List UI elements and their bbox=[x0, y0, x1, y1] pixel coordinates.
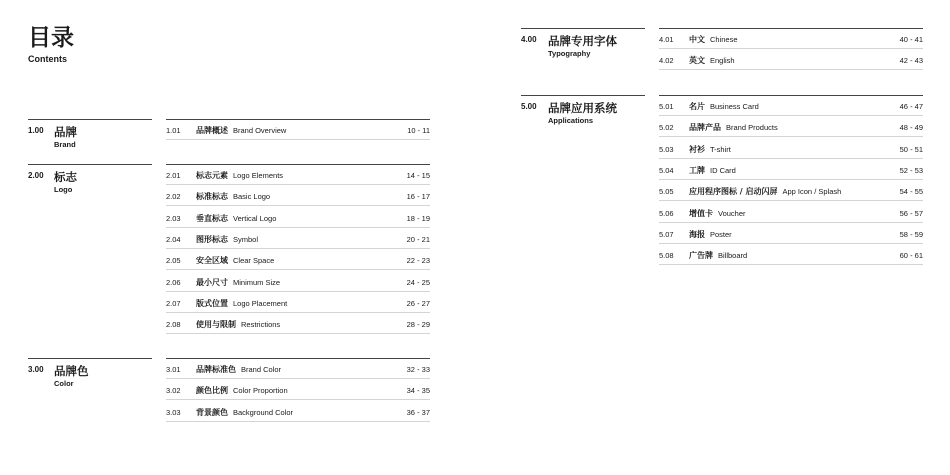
item-page-range: 10 - 11 bbox=[407, 126, 430, 135]
item-number: 2.06 bbox=[166, 277, 181, 287]
item-title-cn: 海报 bbox=[689, 229, 705, 239]
section-number: 1.00 bbox=[28, 126, 44, 135]
toc-item[interactable] bbox=[659, 244, 923, 265]
section-title-cn: 品牌 bbox=[54, 125, 77, 139]
item-number: 2.05 bbox=[166, 256, 181, 266]
section-heading bbox=[521, 28, 645, 72]
item-title-cn: 图形标志 bbox=[196, 234, 228, 244]
toc-item[interactable] bbox=[166, 292, 430, 313]
item-title-cn: 增值卡 bbox=[689, 208, 713, 218]
item-title-en: English bbox=[710, 56, 735, 66]
item-title-cn: 英文 bbox=[689, 56, 705, 66]
item-page-range: 34 - 35 bbox=[406, 386, 430, 396]
item-label bbox=[689, 55, 735, 66]
item-title-cn: 品牌概述 bbox=[196, 126, 228, 135]
item-title-cn: 品牌标准色 bbox=[196, 365, 236, 374]
item-title-en: Logo Elements bbox=[233, 171, 284, 180]
item-number: 2.07 bbox=[166, 298, 181, 308]
item-label bbox=[196, 364, 281, 375]
section-divider bbox=[28, 119, 152, 120]
toc-item[interactable] bbox=[166, 401, 430, 422]
item-label bbox=[196, 255, 274, 266]
toc-item[interactable] bbox=[659, 49, 923, 70]
toc-item[interactable] bbox=[166, 185, 430, 206]
item-title-en: Business Card bbox=[710, 102, 759, 111]
item-title-en: Voucher bbox=[718, 208, 746, 218]
item-title-en: Chinese bbox=[710, 35, 738, 44]
section-divider bbox=[521, 28, 645, 29]
item-separator bbox=[166, 421, 430, 422]
item-label bbox=[196, 277, 280, 288]
item-number: 4.01 bbox=[659, 35, 674, 44]
item-title-cn: 颜色比例 bbox=[196, 386, 228, 396]
item-title-en: Brand Color bbox=[241, 365, 282, 374]
toc-item[interactable] bbox=[659, 116, 923, 137]
item-title-cn: 标志元素 bbox=[196, 171, 228, 180]
item-page-range: 16 - 17 bbox=[406, 192, 430, 202]
section-number: 2.00 bbox=[28, 171, 44, 180]
toc-item[interactable] bbox=[659, 223, 923, 244]
item-label bbox=[196, 213, 276, 224]
item-page-range: 60 - 61 bbox=[899, 251, 923, 261]
item-label bbox=[196, 385, 288, 396]
section-title-en: Logo bbox=[54, 185, 73, 194]
item-number: 2.04 bbox=[166, 234, 181, 244]
section-title-en: Applications bbox=[548, 116, 594, 125]
item-title-cn: 名片 bbox=[689, 102, 705, 111]
toc-item[interactable] bbox=[166, 119, 430, 140]
item-title-en: App Icon / Splash bbox=[782, 187, 842, 197]
item-title-en: Vertical Logo bbox=[233, 213, 277, 223]
section-title-cn: 品牌专用字体 bbox=[548, 34, 617, 48]
toc-item[interactable] bbox=[166, 228, 430, 249]
item-number: 5.05 bbox=[659, 187, 674, 197]
section-heading bbox=[28, 119, 152, 163]
item-page-range: 58 - 59 bbox=[899, 229, 923, 239]
item-page-range: 42 - 43 bbox=[899, 56, 923, 66]
item-number: 5.01 bbox=[659, 102, 674, 111]
item-page-range: 28 - 29 bbox=[406, 320, 430, 330]
toc-item[interactable] bbox=[166, 207, 430, 228]
item-title-cn: 广告牌 bbox=[689, 251, 713, 261]
section-heading bbox=[28, 358, 152, 402]
item-page-range: 40 - 41 bbox=[899, 35, 923, 44]
toc-item[interactable] bbox=[166, 379, 430, 400]
contents-title-cn: 目录 bbox=[28, 25, 74, 51]
item-number: 2.02 bbox=[166, 192, 181, 202]
toc-item[interactable] bbox=[166, 358, 430, 379]
item-page-range: 32 - 33 bbox=[406, 365, 430, 374]
item-title-en: Color Proportion bbox=[233, 386, 288, 396]
item-page-range: 50 - 51 bbox=[899, 144, 923, 154]
item-label bbox=[689, 186, 841, 197]
section-title-cn: 品牌色 bbox=[54, 364, 89, 378]
item-label bbox=[196, 319, 280, 330]
item-label bbox=[196, 170, 283, 181]
item-number: 5.02 bbox=[659, 123, 674, 133]
item-title-en: Billboard bbox=[718, 251, 748, 261]
toc-item[interactable] bbox=[166, 164, 430, 185]
section-heading bbox=[28, 164, 152, 208]
toc-item[interactable] bbox=[166, 271, 430, 292]
item-label bbox=[196, 234, 258, 245]
item-number: 3.01 bbox=[166, 365, 181, 374]
toc-item[interactable] bbox=[659, 95, 923, 116]
item-number: 5.07 bbox=[659, 229, 674, 239]
item-title-cn: 垂直标志 bbox=[196, 213, 228, 223]
item-label bbox=[689, 229, 732, 240]
item-page-range: 56 - 57 bbox=[899, 208, 923, 218]
item-number: 2.08 bbox=[166, 320, 181, 330]
item-label bbox=[689, 165, 736, 176]
item-title-cn: 最小尺寸 bbox=[196, 277, 228, 287]
item-title-en: ID Card bbox=[710, 165, 736, 175]
item-number: 5.06 bbox=[659, 208, 674, 218]
item-separator bbox=[659, 69, 923, 70]
item-number: 5.04 bbox=[659, 165, 674, 175]
item-label bbox=[689, 101, 759, 112]
item-number: 1.01 bbox=[166, 126, 181, 135]
item-separator bbox=[659, 264, 923, 265]
section-title-en: Color bbox=[54, 379, 74, 388]
item-title-en: Brand Overview bbox=[233, 126, 287, 135]
item-title-en: Background Color bbox=[233, 407, 294, 417]
item-title-en: Logo Placement bbox=[233, 298, 288, 308]
toc-item[interactable] bbox=[166, 313, 430, 334]
item-page-range: 54 - 55 bbox=[899, 187, 923, 197]
item-label bbox=[196, 298, 287, 309]
section-title-cn: 品牌应用系统 bbox=[548, 101, 617, 115]
item-page-range: 26 - 27 bbox=[406, 298, 430, 308]
item-page-range: 46 - 47 bbox=[899, 102, 923, 111]
section-divider bbox=[28, 164, 152, 165]
item-page-range: 20 - 21 bbox=[406, 234, 430, 244]
item-label bbox=[196, 191, 270, 202]
item-page-range: 14 - 15 bbox=[406, 171, 430, 180]
item-page-range: 36 - 37 bbox=[406, 407, 430, 417]
item-label bbox=[689, 34, 738, 45]
item-page-range: 22 - 23 bbox=[406, 256, 430, 266]
item-title-en: Basic Logo bbox=[233, 192, 271, 202]
item-title-cn: 品牌产品 bbox=[689, 123, 721, 133]
item-label bbox=[689, 250, 747, 261]
item-label bbox=[196, 125, 286, 136]
toc-item[interactable] bbox=[659, 202, 923, 223]
item-title-cn: 标准标志 bbox=[196, 192, 228, 202]
section-title-en: Brand bbox=[54, 140, 76, 149]
item-number: 2.01 bbox=[166, 171, 181, 180]
item-separator bbox=[166, 139, 430, 140]
item-title-en: T-shirt bbox=[710, 144, 731, 154]
item-number: 5.03 bbox=[659, 144, 674, 154]
section-number: 3.00 bbox=[28, 365, 44, 374]
item-number: 3.02 bbox=[166, 386, 181, 396]
toc-item[interactable] bbox=[659, 180, 923, 201]
item-number: 4.02 bbox=[659, 56, 674, 66]
item-number: 5.08 bbox=[659, 251, 674, 261]
contents-title-en: Contents bbox=[28, 54, 67, 64]
section-divider bbox=[521, 95, 645, 96]
section-title-en: Typography bbox=[548, 49, 591, 58]
item-number: 2.03 bbox=[166, 213, 181, 223]
item-title-en: Clear Space bbox=[233, 256, 275, 266]
item-page-range: 52 - 53 bbox=[899, 165, 923, 175]
section-heading bbox=[521, 95, 645, 139]
item-title-cn: 工牌 bbox=[689, 165, 705, 175]
item-title-en: Restrictions bbox=[241, 320, 281, 330]
item-title-cn: 中文 bbox=[689, 35, 705, 44]
item-title-cn: 背景颜色 bbox=[196, 407, 228, 417]
toc-item[interactable] bbox=[166, 249, 430, 270]
section-divider bbox=[28, 358, 152, 359]
item-page-range: 24 - 25 bbox=[406, 277, 430, 287]
item-separator bbox=[166, 333, 430, 334]
toc-item[interactable] bbox=[659, 159, 923, 180]
section-number: 5.00 bbox=[521, 102, 537, 111]
item-page-range: 48 - 49 bbox=[899, 123, 923, 133]
toc-item[interactable] bbox=[659, 28, 923, 49]
item-title-cn: 使用与限制 bbox=[196, 320, 236, 330]
item-title-en: Symbol bbox=[233, 234, 259, 244]
item-title-en: Poster bbox=[710, 229, 732, 239]
item-label bbox=[689, 208, 746, 219]
item-title-en: Minimum Size bbox=[233, 277, 281, 287]
item-number: 3.03 bbox=[166, 407, 181, 417]
item-page-range: 18 - 19 bbox=[406, 213, 430, 223]
toc-item[interactable] bbox=[659, 138, 923, 159]
item-label bbox=[196, 407, 293, 418]
item-title-cn: 安全区域 bbox=[196, 256, 228, 266]
item-title-en: Brand Products bbox=[726, 123, 778, 133]
item-title-cn: 版式位置 bbox=[196, 298, 228, 308]
item-title-cn: 衬衫 bbox=[689, 144, 705, 154]
item-title-cn: 应用程序图标 / 启动闪屏 bbox=[689, 187, 778, 197]
item-label bbox=[689, 122, 778, 133]
section-number: 4.00 bbox=[521, 35, 537, 44]
section-title-cn: 标志 bbox=[54, 170, 77, 184]
item-label bbox=[689, 144, 731, 155]
